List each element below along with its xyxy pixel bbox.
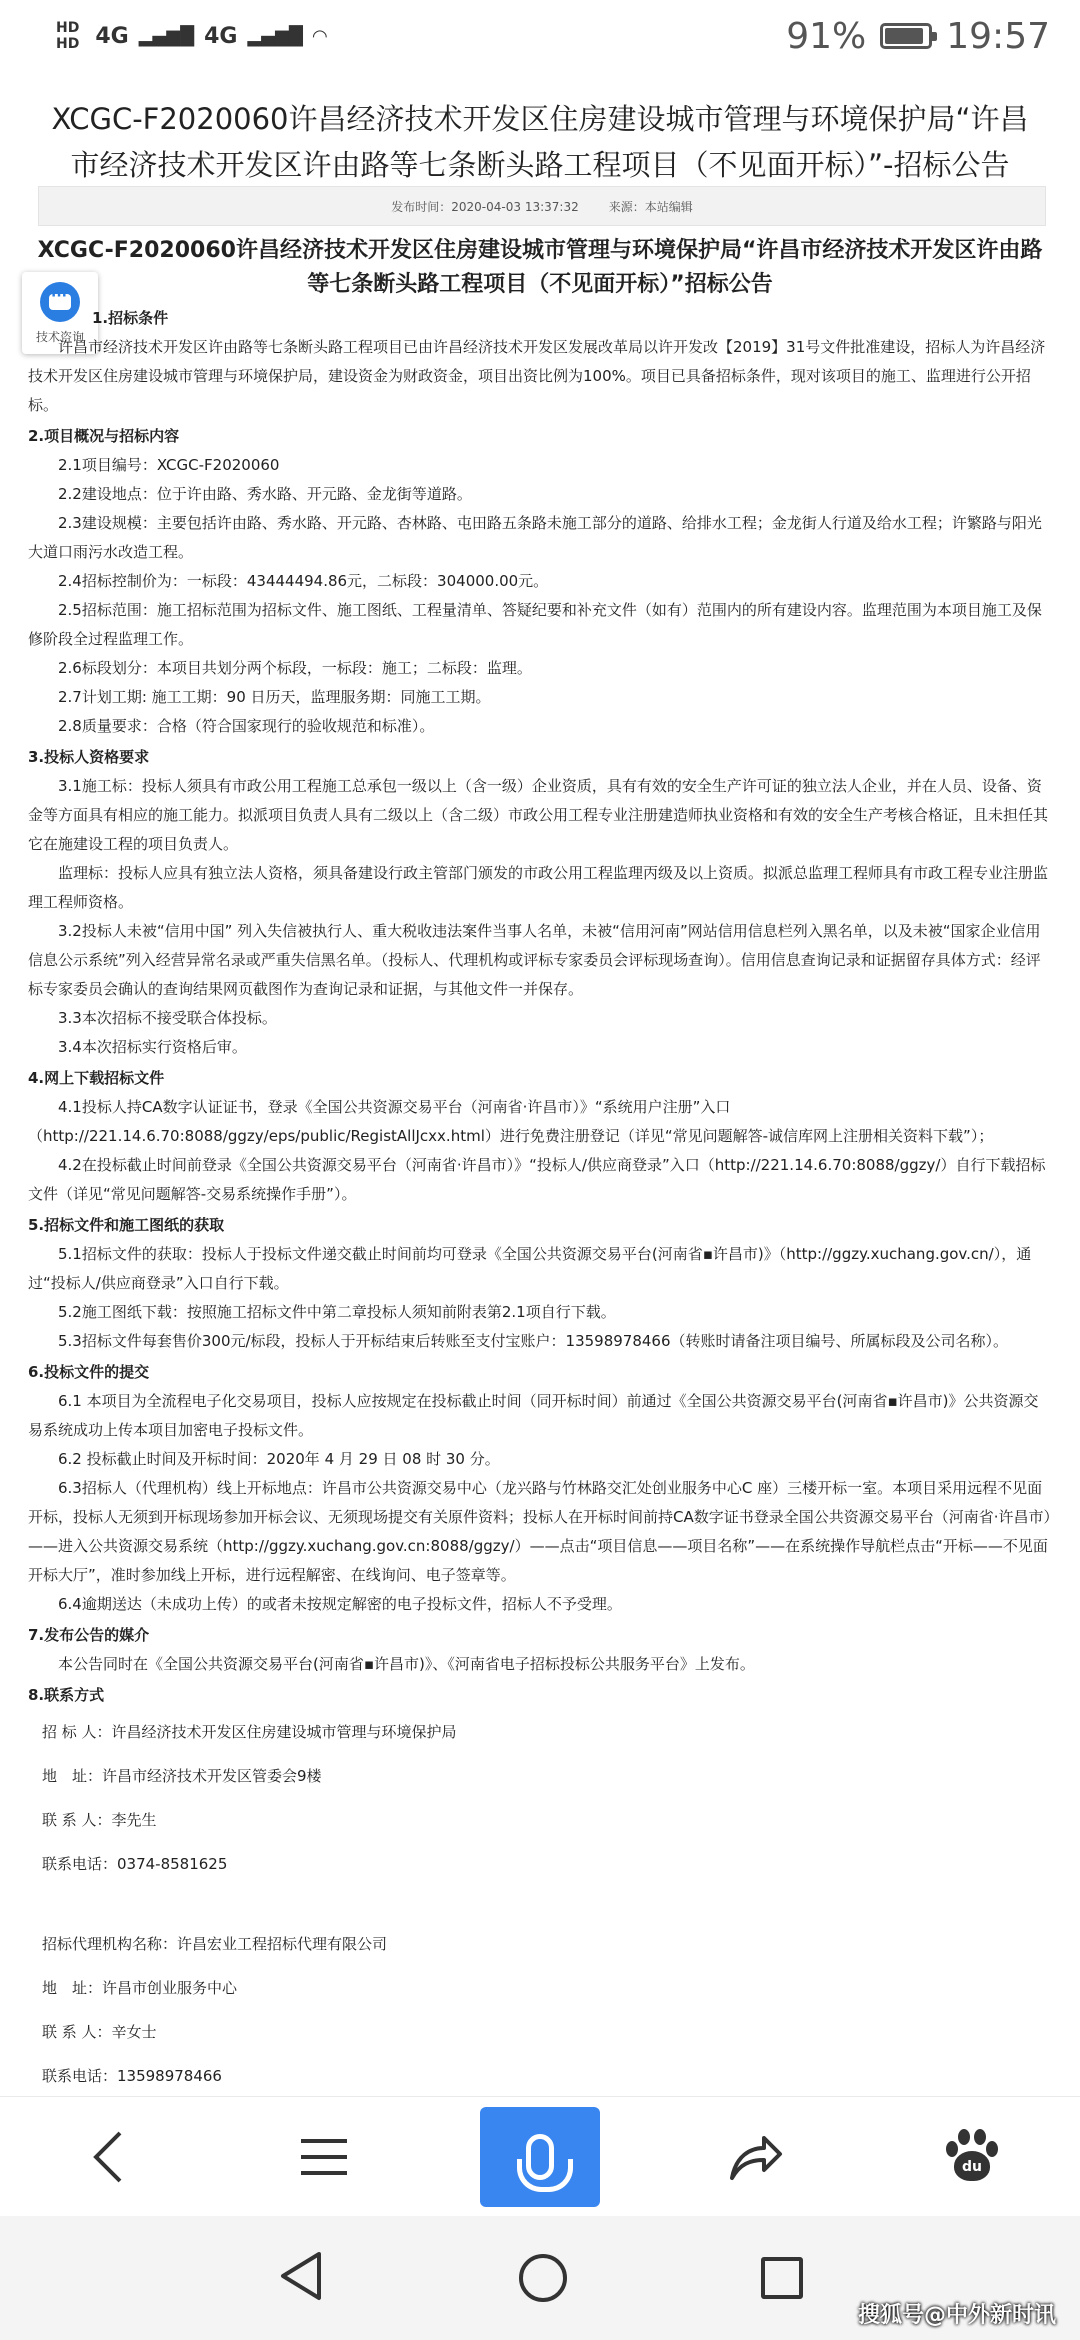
item-2-5: 2.5招标范围：施工招标范围为招标文件、施工图纸、工程量清单、答疑纪要和补充文件（如有）范围内的所有建设内容。监理范围为本项目施工及保修阶段全过程监理工作。	[28, 601, 1042, 648]
tech-consult-label: 技术咨询	[35, 329, 84, 344]
wifi-icon: ◠	[312, 25, 327, 47]
item-6-4: 6.4逾期送达（未成功上传）的或者未按规定解密的电子投标文件，招标人不予受理。	[58, 1595, 622, 1613]
status-right	[786, 16, 1050, 57]
contact-owner-phone: 联系电话：0374-8581625	[42, 1855, 228, 1873]
status-bar	[0, 0, 1080, 72]
voice-search-button[interactable]	[480, 2107, 600, 2207]
hd-indicator	[56, 20, 79, 52]
publish-time: 发布时间：2020-04-03 13:37:32	[391, 199, 579, 214]
chevron-left-icon	[88, 2129, 128, 2185]
item-6-1: 6.1 本项目为全流程电子化交易项目，投标人应按规定在投标截止时间（同开标时间）前通过《全国公共资源交易平台(河南省▪许昌市)》公共资源交易系统成功上传本项目加密电子投标文件。	[28, 1392, 1039, 1439]
item-4-1: 4.1投标人持CA数字认证证书，登录《全国公共资源交易平台（河南省·许昌市）》“系统用户注册”入口（http://221.14.6.70:8088/ggzy/eps/public/RegistAllJcxx.html）进行免费注册登记（详见“常见问题解答-诚信库网上注册相关资料下载”）；	[28, 1098, 994, 1145]
nav-back-button[interactable]	[277, 2250, 325, 2306]
page-title: XCGC-F2020060许昌经济技术开发区住房建设城市管理与环境保护局“许昌市经济技术开发区许由路等七条断头路工程项目（不见面开标）”-招标公告	[51, 102, 1029, 182]
section-1-text: 许昌市经济技术开发区许由路等七条断头路工程项目已由许昌经济技术开发区发展改革局以许开发改【2019】31号文件批准建设，招标人为许昌经济技术开发区住房建设城市管理与环境保护局，建设资金为财政资金，项目出资比例为100%。项目已具备招标条件，现对该项目的施工、监理进行公开招标。	[28, 338, 1046, 414]
nav-home-button[interactable]	[519, 2254, 567, 2302]
section-7-title: 7.发布公告的媒介	[28, 1626, 150, 1644]
signal-icon-2: ▂▄▆█	[247, 25, 303, 47]
signal-icon: ▂▄▆█	[138, 25, 195, 47]
hd-label-1: HD	[56, 20, 80, 36]
item-3-1-supervision: 监理标：投标人应具有独立法人资格，须具备建设行政主管部门颁发的市政公用工程监理丙级及以上资质。拟派总监理工程师具有市政工程专业注册监理工程师资格。	[28, 864, 1049, 911]
item-6-2: 6.2 投标截止时间及开标时间：2020年 4 月 29 日 08 时 30 分。	[58, 1450, 500, 1468]
paw-toe	[958, 2129, 970, 2145]
source: 来源：本站编辑	[608, 199, 693, 214]
section-8-title: 8.联系方式	[28, 1686, 105, 1704]
item-5-1: 5.1招标文件的获取：投标人于投标文件递交截止时间前均可登录《全国公共资源交易平台(河南省▪许昌市)》（http://ggzy.xuchang.gov.cn/），通过“投标人/供应商登录”入口自行下载。	[28, 1245, 1032, 1292]
spacer	[28, 1886, 1052, 1922]
contact-agent: 招标代理机构名称：许昌宏业工程招标代理有限公司	[42, 1935, 388, 1953]
paw-toe	[974, 2129, 986, 2145]
contact-owner-person: 联 系 人：李先生	[42, 1811, 157, 1829]
menu-button[interactable]	[264, 2107, 384, 2207]
item-2-4: 2.4招标控制价为：一标段：43444494.86元，二标段：304000.00元。	[58, 572, 549, 590]
section-1-title: 1.招标条件	[92, 309, 169, 327]
item-2-1: 2.1项目编号：XCGC-F2020060	[58, 456, 280, 474]
hd-label-2: HD	[56, 36, 80, 52]
network-label-1: 4G	[95, 23, 129, 49]
nav-recents-button[interactable]	[761, 2257, 803, 2299]
item-2-8: 2.8质量要求：合格（符合国家现行的验收规范和标准）。	[58, 717, 435, 735]
item-2-3: 2.3建设规模：主要包括许由路、秀水路、开元路、杏林路、屯田路五条路未施工部分的道路、给排水工程；金龙街人行道及给水工程；许繁路与阳光大道口雨污水改造工程。	[28, 514, 1042, 561]
item-2-2: 2.2建设地点：位于许由路、秀水路、开元路、金龙街等道路。	[58, 485, 472, 503]
triangle-back-icon	[277, 2250, 325, 2302]
section-4-title: 4.网上下载招标文件	[28, 1069, 165, 1087]
contact-owner: 招 标 人：许昌经济技术开发区住房建设城市管理与环境保护局	[42, 1723, 457, 1741]
item-5-2: 5.2施工图纸下载：按照施工招标文件中第二章投标人须知前附表第2.1项自行下载。	[58, 1303, 616, 1321]
item-3-1: 3.1施工标：投标人须具有市政公用工程施工总承包一级以上（含一级）企业资质，具有有效的安全生产许可证的独立法人企业，并在人员、设备、资金等方面具有相应的施工能力。拟派项目负责人具有二级以上（含二级）市政公用工程专业注册建造师执业资格和有效的安全生产考核合格证，且未担任其它在施建设工程的项目负责人。	[28, 777, 1049, 853]
share-icon	[728, 2132, 784, 2182]
baidu-text: du	[954, 2151, 990, 2181]
item-2-7: 2.7计划工期: 施工工期：90 日历天，监理服务期：同施工工期。	[58, 688, 491, 706]
meta-bar	[38, 186, 1046, 226]
contact-agent-person: 联 系 人：辛女士	[42, 2023, 157, 2041]
section-2-title: 2.项目概况与招标内容	[28, 427, 180, 445]
item-5-3: 5.3招标文件每套售价300元/标段，投标人于开标结束后转账至支付宝账户：13598978466（转账时请备注项目编号、所属标段及公司名称）。	[58, 1332, 1009, 1350]
baidu-button[interactable]	[912, 2107, 1032, 2207]
doc-heading: XCGC-F2020060许昌经济技术开发区住房建设城市管理与环境保护局“许昌市经济技术开发区许由路等七条断头路工程项目（不见面开标）”招标公告	[37, 238, 1043, 297]
microphone-icon	[526, 2134, 554, 2180]
item-2-6: 2.6标段划分：本项目共划分两个标段，一标段：施工；二标段：监理。	[58, 659, 532, 677]
item-3-4: 3.4本次招标实行资格后审。	[58, 1038, 247, 1056]
baidu-paw-icon	[944, 2129, 1000, 2185]
battery-icon	[880, 23, 932, 49]
section-6-title: 6.投标文件的提交	[28, 1363, 150, 1381]
item-4-2: 4.2在投标截止时间前登录《全国公共资源交易平台（河南省·许昌市）》“投标人/供应商登录”入口（http://221.14.6.70:8088/ggzy/）自行下载招标文件（详见“常见问题解答-交易系统操作手册”）。	[28, 1156, 1046, 1203]
paw-toe	[946, 2141, 958, 2157]
article-body	[28, 302, 1052, 2151]
item-7-1: 本公告同时在《全国公共资源交易平台(河南省▪许昌市)》、《河南省电子招标投标公共服务平台》上发布。	[58, 1655, 755, 1673]
back-button[interactable]	[48, 2107, 168, 2207]
contact-agent-phone: 联系电话：13598978466	[42, 2067, 222, 2085]
status-left	[56, 20, 327, 52]
share-button[interactable]	[696, 2107, 816, 2207]
contact-agent-address: 地 址：许昌市创业服务中心	[42, 1979, 238, 1997]
battery-percent: 91%	[786, 15, 867, 57]
battery-fill	[885, 28, 923, 44]
contact-owner-address: 地 址：许昌市经济技术开发区管委会9楼	[42, 1767, 322, 1785]
watermark: 搜狐号@中外新时讯	[857, 2303, 1056, 2328]
item-3-3: 3.3本次招标不接受联合体投标。	[58, 1009, 277, 1027]
paw-toe	[986, 2141, 998, 2157]
section-3-title: 3.投标人资格要求	[28, 748, 150, 766]
item-3-2: 3.2投标人未被“信用中国” 列入失信被执行人、重大税收违法案件当事人名单，未被“信用河南”网站信用信息栏列入黑名单，以及未被“国家企业信用信息公示系统”列入经营异常名录或严重失信黑名单。（投标人、代理机构或评标专家委员会评标现场查询）。信用信息查询记录和证据留存具体方式：经评标专家委员会确认的查询结果网页截图作为查询记录和证据，与其他文件一并保存。	[28, 922, 1041, 998]
browser-toolbar	[0, 2096, 1080, 2216]
network-label-2: 4G	[204, 23, 238, 49]
clock: 19:57	[946, 15, 1050, 57]
item-6-3: 6.3招标人（代理机构）线上开标地点：许昌市公共资源交易中心（龙兴路与竹林路交汇处创业服务中心C 座）三楼开标一室。本项目采用远程不见面开标，投标人无须到开标现场参加开标会议、无须现场提交有关原件资料；投标人在开标时间前持CA数字证书登录全国公共资源交易平台（河南省·许昌市）——进入公共资源交易系统（http://ggzy.xuchang.gov.cn:8088/ggzy/）——点击“项目信息——项目名称”——在系统操作导航栏点击“开标——不见面开标大厅”，准时参加线上开标，进行远程解密、在线询问、电子签章等。	[28, 1479, 1052, 1584]
section-5-title: 5.招标文件和施工图纸的获取	[28, 1216, 225, 1234]
menu-icon	[301, 2139, 347, 2175]
